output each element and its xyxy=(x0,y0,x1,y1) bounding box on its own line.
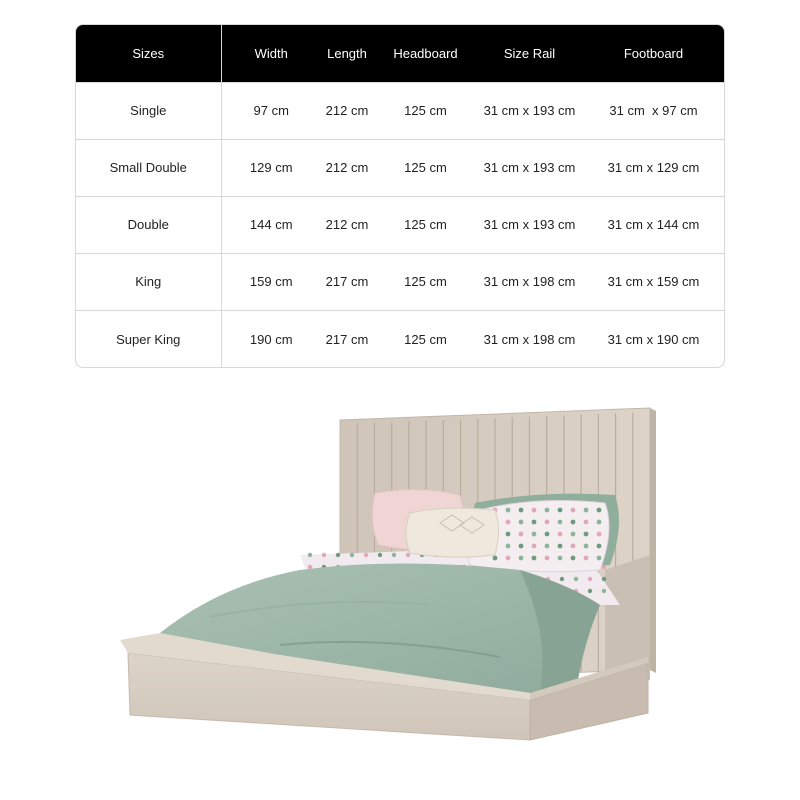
cell-size-rail: 31 cm x 193 cm xyxy=(478,196,581,253)
cell-length: 212 cm xyxy=(321,139,373,196)
cell-length: 217 cm xyxy=(321,253,373,310)
table-header-row xyxy=(76,25,725,82)
header-width: Width xyxy=(254,45,288,61)
cell-headboard: 125 cm xyxy=(373,253,478,310)
table-row xyxy=(76,196,725,253)
bed-product-image xyxy=(100,395,700,795)
cell-footboard: 31 cm x 129 cm xyxy=(581,139,725,196)
cell-size-rail: 31 cm x 198 cm xyxy=(478,310,581,368)
cell-size-rail: 31 cm x 193 cm xyxy=(478,139,581,196)
cell-width: 129 cm xyxy=(221,139,321,196)
header-footboard: Footboard xyxy=(623,45,684,61)
cell-length: 212 cm xyxy=(321,196,373,253)
table-row xyxy=(76,139,725,196)
cell-footboard: 31 cm x 159 cm xyxy=(581,253,725,310)
size-chart xyxy=(76,25,725,368)
size-table xyxy=(75,24,725,368)
cell-size: King xyxy=(76,253,221,310)
cell-headboard: 125 cm xyxy=(373,310,478,368)
cell-size: Super King xyxy=(76,310,221,368)
cell-headboard: 125 cm xyxy=(373,196,478,253)
cell-width: 159 cm xyxy=(221,253,321,310)
cell-size-rail: 31 cm x 193 cm xyxy=(478,82,581,139)
cell-length: 212 cm xyxy=(321,82,373,139)
cell-size: Double xyxy=(76,196,221,253)
cell-footboard: 31 cm x 190 cm xyxy=(581,310,725,368)
cell-width: 144 cm xyxy=(221,196,321,253)
table-row xyxy=(76,310,725,368)
header-headboard: Headboard xyxy=(393,45,458,61)
cell-length: 217 cm xyxy=(321,310,373,368)
cell-headboard: 125 cm xyxy=(373,82,478,139)
cell-width: 190 cm xyxy=(221,310,321,368)
cell-width: 97 cm xyxy=(221,82,321,139)
cell-footboard: 31 cm x 144 cm xyxy=(581,196,725,253)
cell-size: Small Double xyxy=(76,139,221,196)
header-size-rail: Size Rail xyxy=(503,45,556,61)
cell-size: Single xyxy=(76,82,221,139)
header-length: Length xyxy=(327,45,367,61)
cell-headboard: 125 cm xyxy=(373,139,478,196)
header-sizes: Sizes xyxy=(76,25,221,82)
table-row xyxy=(76,253,725,310)
cell-size-rail: 31 cm x 198 cm xyxy=(478,253,581,310)
table-row xyxy=(76,82,725,139)
cell-footboard: 31 cm x 97 cm xyxy=(581,82,725,139)
